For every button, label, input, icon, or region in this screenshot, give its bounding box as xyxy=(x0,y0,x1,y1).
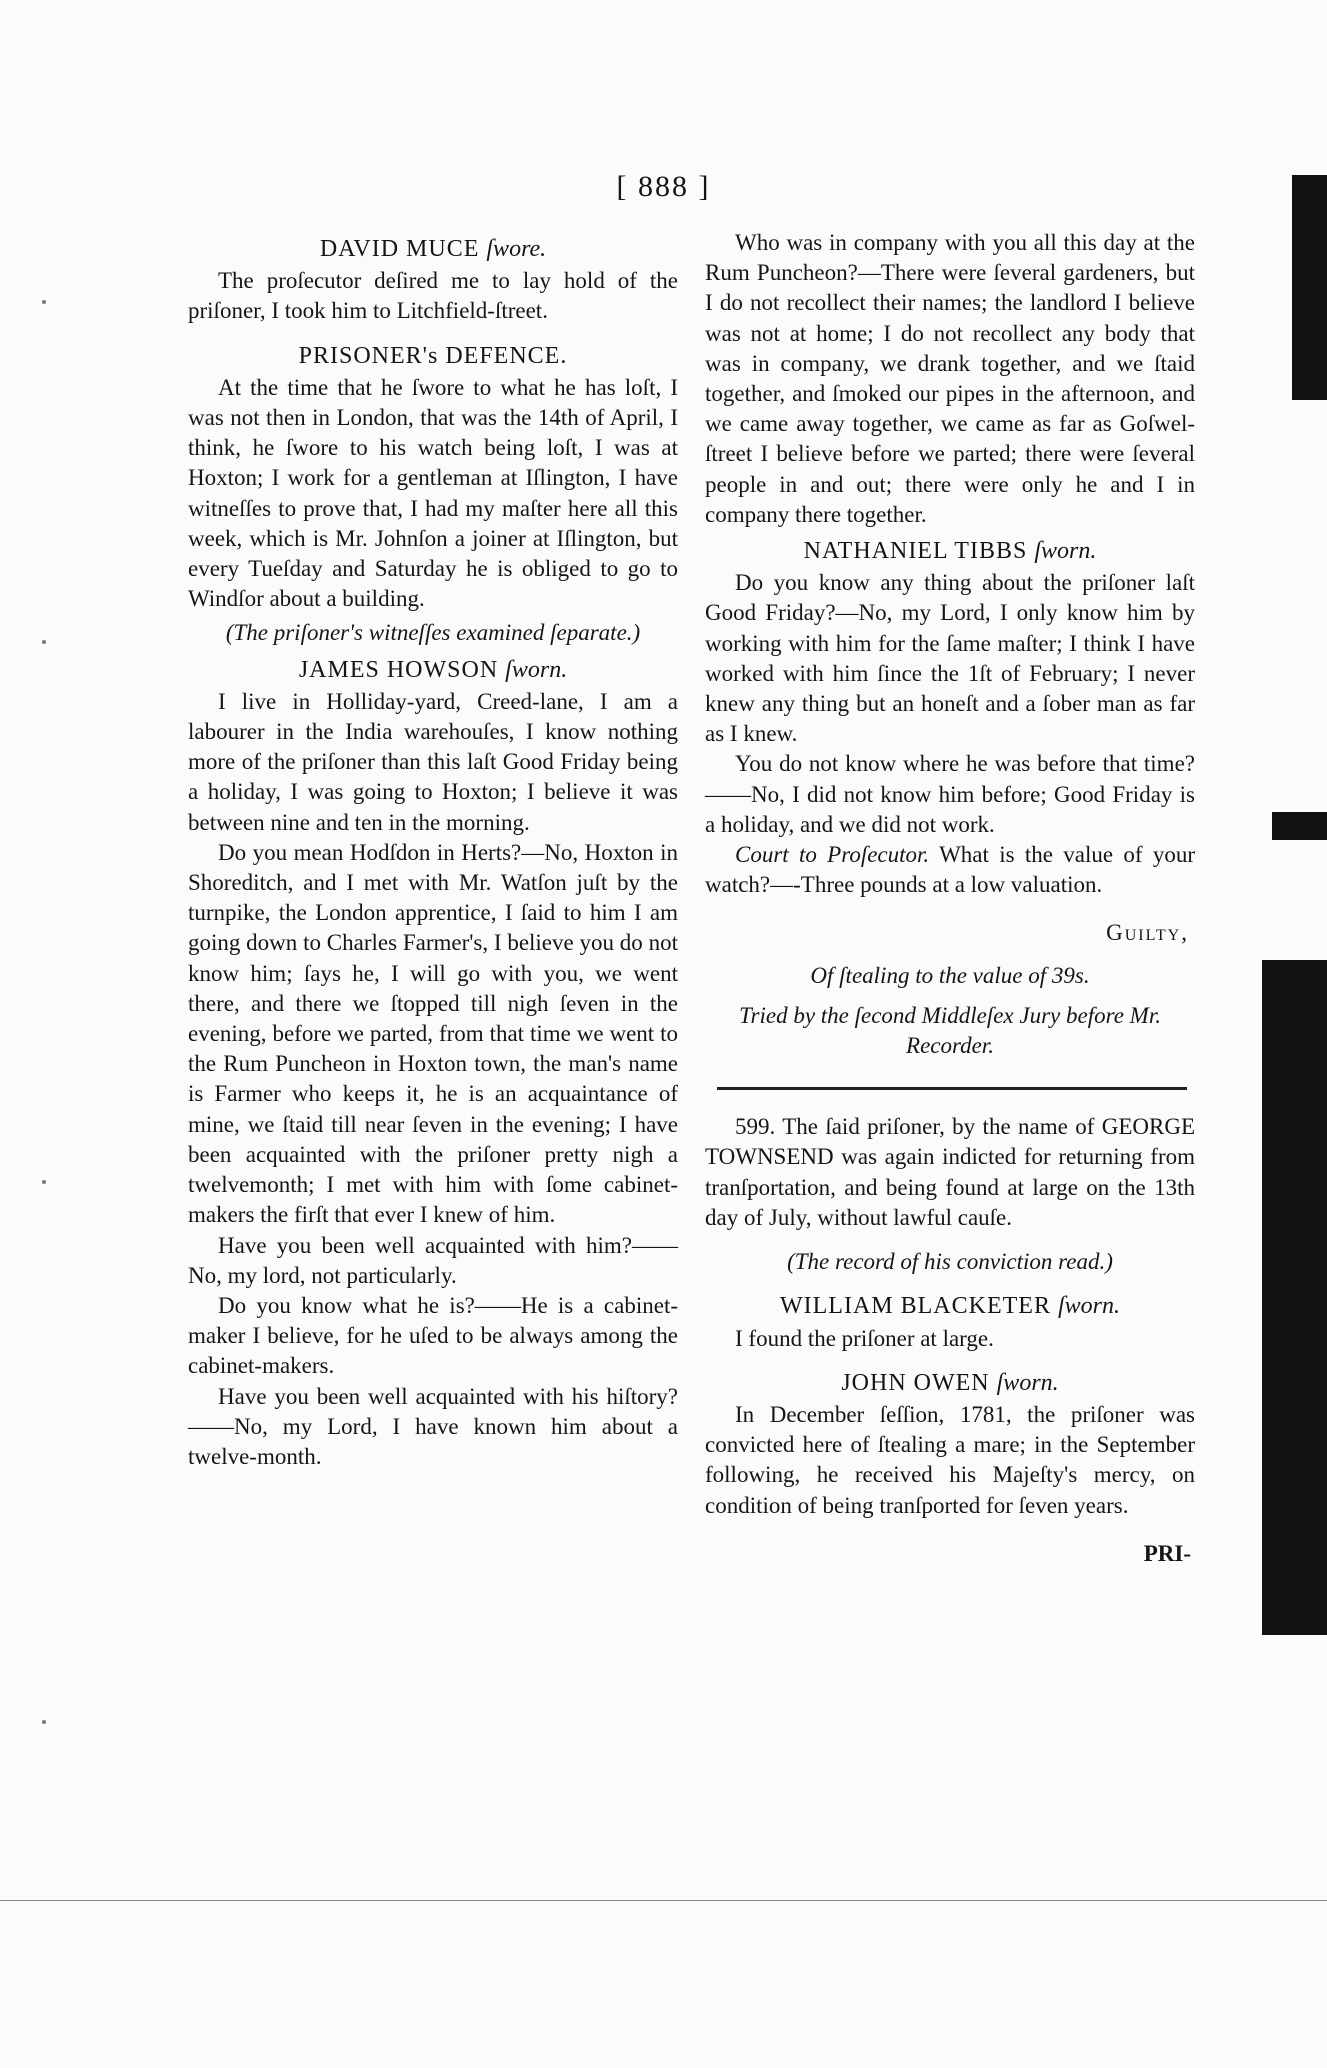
court-question: What is the value of your watch?—-Three pounds at a low valuation. xyxy=(705,842,1195,898)
testimony-paragraph: Do you know what he is?——He is a cabinet-maker I believe, for he uſed to be always among the cabinet-makers. xyxy=(188,1292,678,1379)
witness-heading xyxy=(705,536,1195,566)
scan-bottom-line xyxy=(0,1900,1327,1901)
witness-heading xyxy=(188,234,678,264)
defence-paragraph: At the time that he ſwore to what he has loſt, I was not then in London, that was the 14th of April, I think, he ſwore to his watch being loſt, I was at Hoxton; I work for a gentleman at Iſlington, I have witneſſes to prove that, I had my maſter here all this week, which is Mr. Johnſon a joiner at Iſlington, but every Tueſday and Saturday he is obliged to go to Windſor about a building. xyxy=(188,374,678,612)
testimony-paragraph: Do you mean Hodſdon in Herts?—No, Hoxton in Shoreditch, and I met with Mr. Watſon juſt by the turnpike, the London apprentice, I ſaid to him I am going down to Charles Farmer's, I believe you do not know him; ſays he, I will go with you, we went there, and there we ſtopped till nigh ſeven in the evening, before we parted, from that time we went to the Rum Puncheon in Hoxton town, the man's name is Farmer who keeps it, he is an acquaintance of mine, we ſtaid till near ſeven in the evening; I have been acquainted with the priſoner pretty nigh a twelvemonth; I met with him with ſome cabinet-makers the firſt that ever I knew of him. xyxy=(188,839,678,1228)
witness-note: (The priſoner's witneſſes examined ſeparate.) xyxy=(225,620,641,646)
witness-heading xyxy=(705,1368,1195,1398)
witness-heading xyxy=(188,655,678,685)
testimony-paragraph: Do you know any thing about the priſoner laſt Good Friday?—No, my Lord, I only know him by working with him for the ſame maſter; I think I have worked with him ſince the 1ſt of February; I never knew any thing but an honeſt and a ſober man as far as I knew. xyxy=(705,570,1195,747)
witness-name: NATHANIEL TIBBS xyxy=(803,538,1028,565)
scan-speckle xyxy=(42,640,46,644)
testimony-paragraph: The proſecutor deſired me to lay hold of the priſoner, I took him to Litchfield-ſtreet. xyxy=(188,268,678,324)
record-note: (The record of his conviction read.) xyxy=(787,1249,1113,1275)
section-heading: PRISONER's DEFENCE. xyxy=(298,342,568,369)
indictment-paragraph: 599. The ſaid priſoner, by the name of GEORGE TOWNSEND was again indicted for returning from tranſportation, and being found at large on the 13th day of July, without lawful cauſe. xyxy=(705,1114,1195,1230)
witness-name: WILLIAM BLACKETER xyxy=(780,1293,1051,1320)
scan-edge-mark xyxy=(1262,960,1327,1635)
scan-speckle xyxy=(42,1720,46,1724)
witness-name: JOHN OWEN xyxy=(841,1369,990,1396)
section-divider xyxy=(717,1087,1187,1090)
testimony-paragraph: I live in Holliday-yard, Creed-lane, I am a labourer in the India warehouſes, I know nothing more of the priſoner than this laſt Good Friday being a holiday, I was going to Hoxton; I believe it was between nine and ten in the morning. xyxy=(188,688,678,835)
verdict: Guilty, xyxy=(1106,920,1189,946)
offence-line: Of ſtealing to the value of 39s. xyxy=(810,962,1090,988)
catchword: PRI- xyxy=(1143,1540,1191,1566)
sworn-label: ſworn. xyxy=(1034,538,1097,565)
sworn-label: ſwore. xyxy=(486,236,547,262)
testimony-paragraph: Have you been well acquainted with his hiſtory?——No, my Lord, I have known him about a twelve-month. xyxy=(188,1383,678,1469)
witness-name: JAMES HOWSON xyxy=(298,656,499,683)
sworn-label: ſworn. xyxy=(996,1369,1059,1396)
testimony-paragraph: I found the priſoner at large. xyxy=(735,1325,994,1351)
testimony-paragraph: Who was in company with you all this day at the Rum Puncheon?—There were ſeveral gardeners, but I do not recollect their names; the landlord I believe was not at home; I do not recollect any body that was in company, we drank together, and we ſtaid together, and ſmoked our pipes in the afternoon, and we came away together, we came as far as Goſwel-ſtreet I believe before we parted; there were ſeveral people in and out; there were only he and I in company there together. xyxy=(705,230,1195,527)
testimony-paragraph: In December ſeſſion, 1781, the priſoner was convicted here of ſtealing a mare; in the September following, he received his Majeſty's mercy, on condition of being tranſported for ſeven years. xyxy=(705,1401,1195,1518)
testimony-paragraph xyxy=(705,840,1195,900)
witness-heading xyxy=(705,1291,1195,1321)
court-address: Court to Proſecutor. xyxy=(735,842,930,868)
scan-edge-mark xyxy=(1292,175,1327,400)
page-number: [ 888 ] xyxy=(616,170,711,203)
right-column xyxy=(705,228,1195,1569)
sworn-label: ſworn. xyxy=(505,656,568,683)
left-column xyxy=(188,228,678,1472)
scan-speckle xyxy=(42,300,46,304)
testimony-paragraph: Have you been well acquainted with him?——No, my lord, not particularly. xyxy=(188,1232,678,1288)
witness-name: DAVID MUCE xyxy=(319,236,480,262)
sworn-label: ſworn. xyxy=(1057,1293,1120,1320)
jury-line: Tried by the ſecond Middleſex Jury before Mr. Recorder. xyxy=(739,1002,1161,1059)
testimony-paragraph: You do not know where he was before that time?——No, I did not know him before; Good Friday is a holiday, and we did not work. xyxy=(705,751,1195,837)
scan-edge-mark xyxy=(1272,812,1327,840)
scan-speckle xyxy=(42,1180,46,1184)
